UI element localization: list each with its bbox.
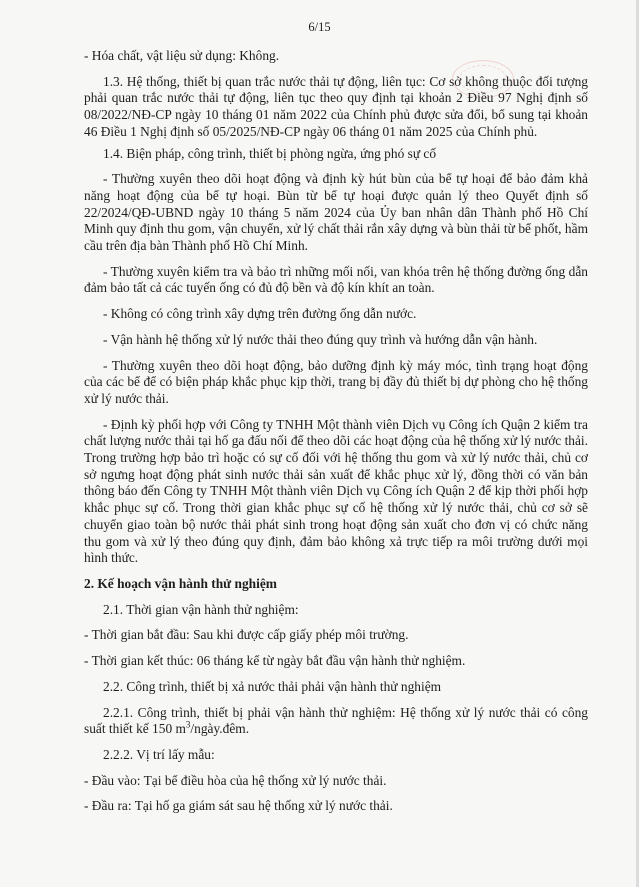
document-body <box>84 48 588 824</box>
capacity-text: 2.2.1. Công trình, thiết bị phải vận hành thử nghiệm: Hệ thống xử lý nước thải có công suất thiết kế 150 m <box>84 704 588 737</box>
paragraph-pipeline-maintenance: - Thường xuyên kiểm tra và bảo trì những mối nối, van khóa trên hệ thống đường ống dẫn đảm bảo tất cả các tuyến ống có đủ độ bền và độ kín khít an toàn. <box>84 263 588 296</box>
paragraph-no-construction: - Không có công trình xây dựng trên đường ống dẫn nước. <box>103 306 417 322</box>
page-number: 6/15 <box>308 20 331 34</box>
paragraph-chemicals: - Hóa chất, vật liệu sử dụng: Không. <box>84 48 280 63</box>
paragraph-equipment-maintenance: - Thường xuyên theo dõi hoạt động, bảo dưỡng định kỳ máy móc, tình trạng hoạt động của các bể để có biện pháp khắc phục kịp thời, trang bị đầy đủ thiết bị dự phòng cho hệ thống xử lý nước thải. <box>84 357 588 406</box>
paragraph-sampling-location: 2.2.2. Vị trí lấy mẫu: <box>103 746 215 762</box>
paragraph-monitoring-system: 1.3. Hệ thống, thiết bị quan trắc nước thải tự động, liên tục: Cơ sở không thuộc đối tượng phải quan trắc nước thải tự động, liên tục theo quy định tại khoản 2 Điều 97 Nghị định số 08/2022/NĐ-CP ngày 10 tháng 01 năm 2022 của Chính phủ được sửa đổi, bổ sung tại khoản 46 Điều 1 Nghị định số 05/2025/NĐ-CP ngày 06 tháng 01 năm 2025 của Chính phủ. <box>84 73 588 139</box>
paragraph-start-time: - Thời gian bắt đầu: Sau khi được cấp giấy phép môi trường. <box>84 627 409 643</box>
section-heading-trial-plan: 2. Kế hoạch vận hành thử nghiệm <box>84 575 277 591</box>
capacity-unit: /ngày.đêm. <box>190 721 250 737</box>
paragraph-input-point: - Đầu vào: Tại bể điều hòa của hệ thống xử lý nước thải. <box>84 772 387 788</box>
paragraph-output-point: - Đầu ra: Tại hố ga giám sát sau hệ thống xử lý nước thải. <box>84 798 393 814</box>
paragraph-operation-procedure: - Vận hành hệ thống xử lý nước thải theo đúng quy trình và hướng dẫn vận hành. <box>103 331 538 347</box>
paragraph-septic-tank: - Thường xuyên theo dõi hoạt động và định kỳ hút bùn của bể tự hoại để bảo đảm khả năng hoạt động của bể tự hoại. Bùn từ bể tự hoại được quản lý theo Quyết định số 22/2024/QĐ-UBND ngày 10 tháng 5 năm 2024 của Ủy ban nhân dân Thành phố Hồ Chí Minh quy định thu gom, vận chuyển, xử lý chất thải rắn xây dựng và bùn thải từ bể phốt, hầm cầu trên địa bàn Thành phố Hồ Chí Minh. <box>84 171 588 254</box>
paragraph-coordination: - Định kỳ phối hợp với Công ty TNHH Một thành viên Dịch vụ Công ích Quận 2 kiểm tra chất lượng nước thải tại hố ga đấu nối để theo dõi các hoạt động của hệ thống xử lý nước thải. Trong trường hợp bảo trì hoặc có sự cố đối với hệ thống thu gom và xử lý nước thải, chủ cơ sở ngưng hoạt động phát sinh nước thải sản xuất để khắc phục xử lý, đồng thời có văn bản thông báo đến Công ty TNHH Một thành viên Dịch vụ Công ích Quận 2 để kịp thời phối hợp khắc phục sự cố. Trong thời gian khắc phục sự cố hệ thống xử lý nước thải, chủ cơ sở sẽ chuyển giao toàn bộ nước thải phát sinh trong hoạt động sản xuất cho đơn vị có chức năng thu gom và xử lý theo đúng quy định, đảm bảo không xả trực tiếp ra môi trường dưới mọi hình thức. <box>84 416 588 566</box>
paragraph-discharge-works-heading: 2.2. Công trình, thiết bị xả nước thải phải vận hành thử nghiệm <box>103 678 442 694</box>
paragraph-trial-time-heading: 2.1. Thời gian vận hành thử nghiệm: <box>103 601 299 617</box>
capacity-superscript: 3 <box>185 719 191 730</box>
paragraph-incident-measures-heading: 1.4. Biện pháp, công trình, thiết bị phòng ngừa, ứng phó sự cố <box>103 145 437 161</box>
paragraph-treatment-capacity <box>84 705 588 738</box>
paragraph-end-time: - Thời gian kết thúc: 06 tháng kể từ ngày bắt đầu vận hành thử nghiệm. <box>84 653 466 669</box>
